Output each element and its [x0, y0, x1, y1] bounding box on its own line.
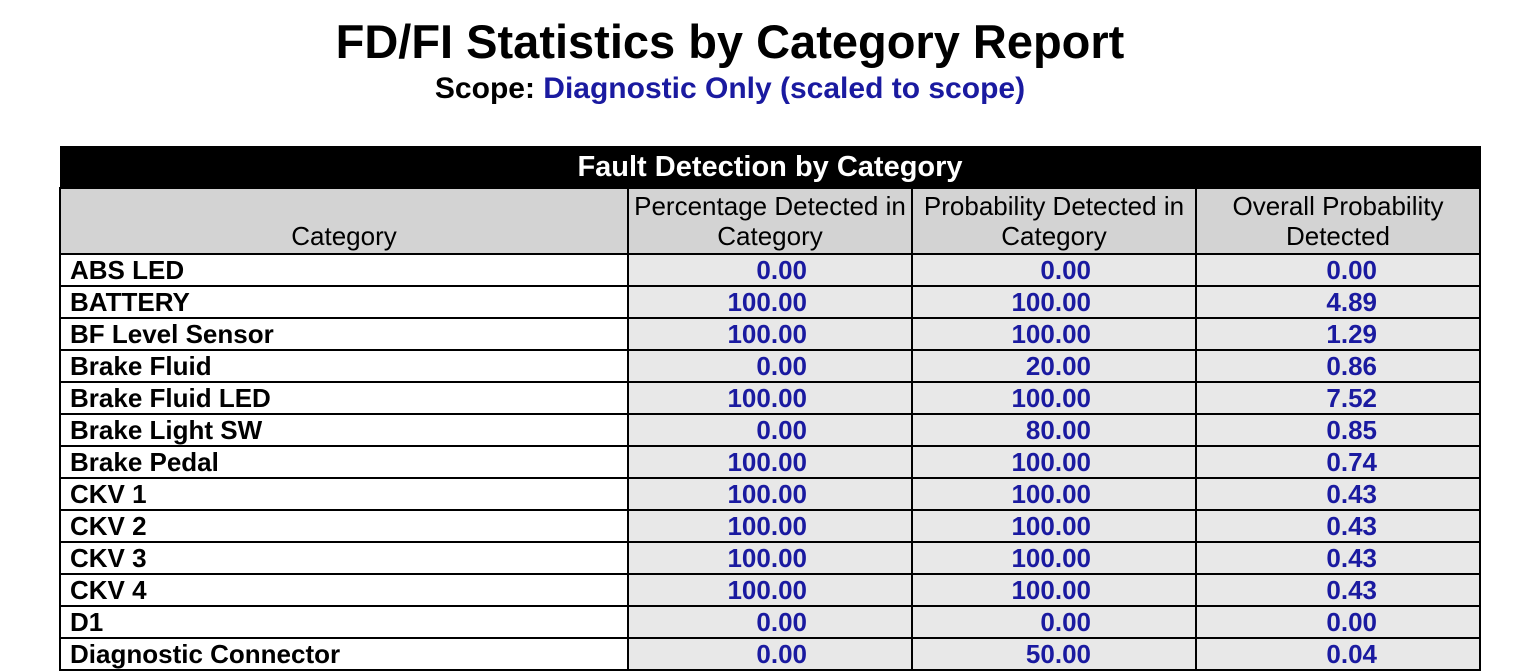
cell-percentage-detected: 100.00 — [628, 318, 912, 350]
cell-overall-probability: 0.43 — [1196, 542, 1480, 574]
cell-probability-detected: 100.00 — [912, 286, 1196, 318]
cell-category: BF Level Sensor — [60, 318, 628, 350]
cell-overall-probability: 1.29 — [1196, 318, 1480, 350]
table-row — [60, 542, 1480, 574]
table-banner: Fault Detection by Category — [60, 147, 1480, 189]
scope-value: Diagnostic Only (scaled to scope) — [543, 72, 1026, 105]
cell-probability-detected: 100.00 — [912, 478, 1196, 510]
cell-category: Diagnostic Connector — [60, 638, 628, 670]
cell-overall-probability: 0.86 — [1196, 350, 1480, 382]
cell-category: Brake Fluid LED — [60, 382, 628, 414]
cell-probability-detected: 20.00 — [912, 350, 1196, 382]
table-row — [60, 638, 1480, 670]
table-row — [60, 382, 1480, 414]
report-title: FD/FI Statistics by Category Report — [335, 15, 1125, 68]
cell-percentage-detected: 100.00 — [628, 446, 912, 478]
cell-probability-detected: 50.00 — [912, 638, 1196, 670]
table-row — [60, 318, 1480, 350]
cell-percentage-detected: 100.00 — [628, 510, 912, 542]
table-row — [60, 254, 1480, 286]
cell-category: ABS LED — [60, 254, 628, 286]
cell-percentage-detected: 100.00 — [628, 286, 912, 318]
cell-overall-probability: 0.43 — [1196, 574, 1480, 606]
cell-overall-probability: 0.74 — [1196, 446, 1480, 478]
cell-category: Brake Light SW — [60, 414, 628, 446]
cell-overall-probability: 0.04 — [1196, 638, 1480, 670]
cell-probability-detected: 100.00 — [912, 318, 1196, 350]
cell-probability-detected: 0.00 — [912, 606, 1196, 638]
header-category: Category — [60, 188, 628, 254]
cell-category: BATTERY — [60, 286, 628, 318]
cell-overall-probability: 0.43 — [1196, 510, 1480, 542]
table-row — [60, 350, 1480, 382]
scope-line — [0, 70, 1460, 108]
cell-category: Brake Pedal — [60, 446, 628, 478]
cell-percentage-detected: 100.00 — [628, 382, 912, 414]
cell-probability-detected: 0.00 — [912, 254, 1196, 286]
header-percentage-detected: Percentage Detected in Category — [628, 188, 912, 254]
cell-overall-probability: 0.00 — [1196, 254, 1480, 286]
cell-percentage-detected: 100.00 — [628, 478, 912, 510]
cell-percentage-detected: 0.00 — [628, 638, 912, 670]
table-row — [60, 478, 1480, 510]
cell-category: Brake Fluid — [60, 350, 628, 382]
cell-category: CKV 3 — [60, 542, 628, 574]
scope-label: Scope: — [434, 72, 535, 105]
cell-probability-detected: 100.00 — [912, 574, 1196, 606]
table-body — [60, 254, 1480, 670]
fault-detection-table — [59, 146, 1481, 671]
cell-probability-detected: 100.00 — [912, 446, 1196, 478]
cell-overall-probability: 0.43 — [1196, 478, 1480, 510]
table-row — [60, 446, 1480, 478]
cell-percentage-detected: 0.00 — [628, 414, 912, 446]
cell-percentage-detected: 100.00 — [628, 542, 912, 574]
cell-category: D1 — [60, 606, 628, 638]
cell-overall-probability: 7.52 — [1196, 382, 1480, 414]
cell-probability-detected: 80.00 — [912, 414, 1196, 446]
cell-percentage-detected: 100.00 — [628, 574, 912, 606]
cell-percentage-detected: 0.00 — [628, 254, 912, 286]
cell-overall-probability: 0.00 — [1196, 606, 1480, 638]
table-row — [60, 286, 1480, 318]
cell-category: CKV 1 — [60, 478, 628, 510]
table-row — [60, 574, 1480, 606]
cell-percentage-detected: 0.00 — [628, 350, 912, 382]
table-row — [60, 414, 1480, 446]
table-row — [60, 510, 1480, 542]
table-row — [60, 606, 1480, 638]
cell-overall-probability: 0.85 — [1196, 414, 1480, 446]
header-overall-probability: Overall Probability Detected — [1196, 188, 1480, 254]
cell-overall-probability: 4.89 — [1196, 286, 1480, 318]
cell-category: CKV 2 — [60, 510, 628, 542]
cell-probability-detected: 100.00 — [912, 382, 1196, 414]
cell-category: CKV 4 — [60, 574, 628, 606]
cell-percentage-detected: 0.00 — [628, 606, 912, 638]
cell-probability-detected: 100.00 — [912, 542, 1196, 574]
header-probability-detected: Probability Detected in Category — [912, 188, 1196, 254]
cell-probability-detected: 100.00 — [912, 510, 1196, 542]
